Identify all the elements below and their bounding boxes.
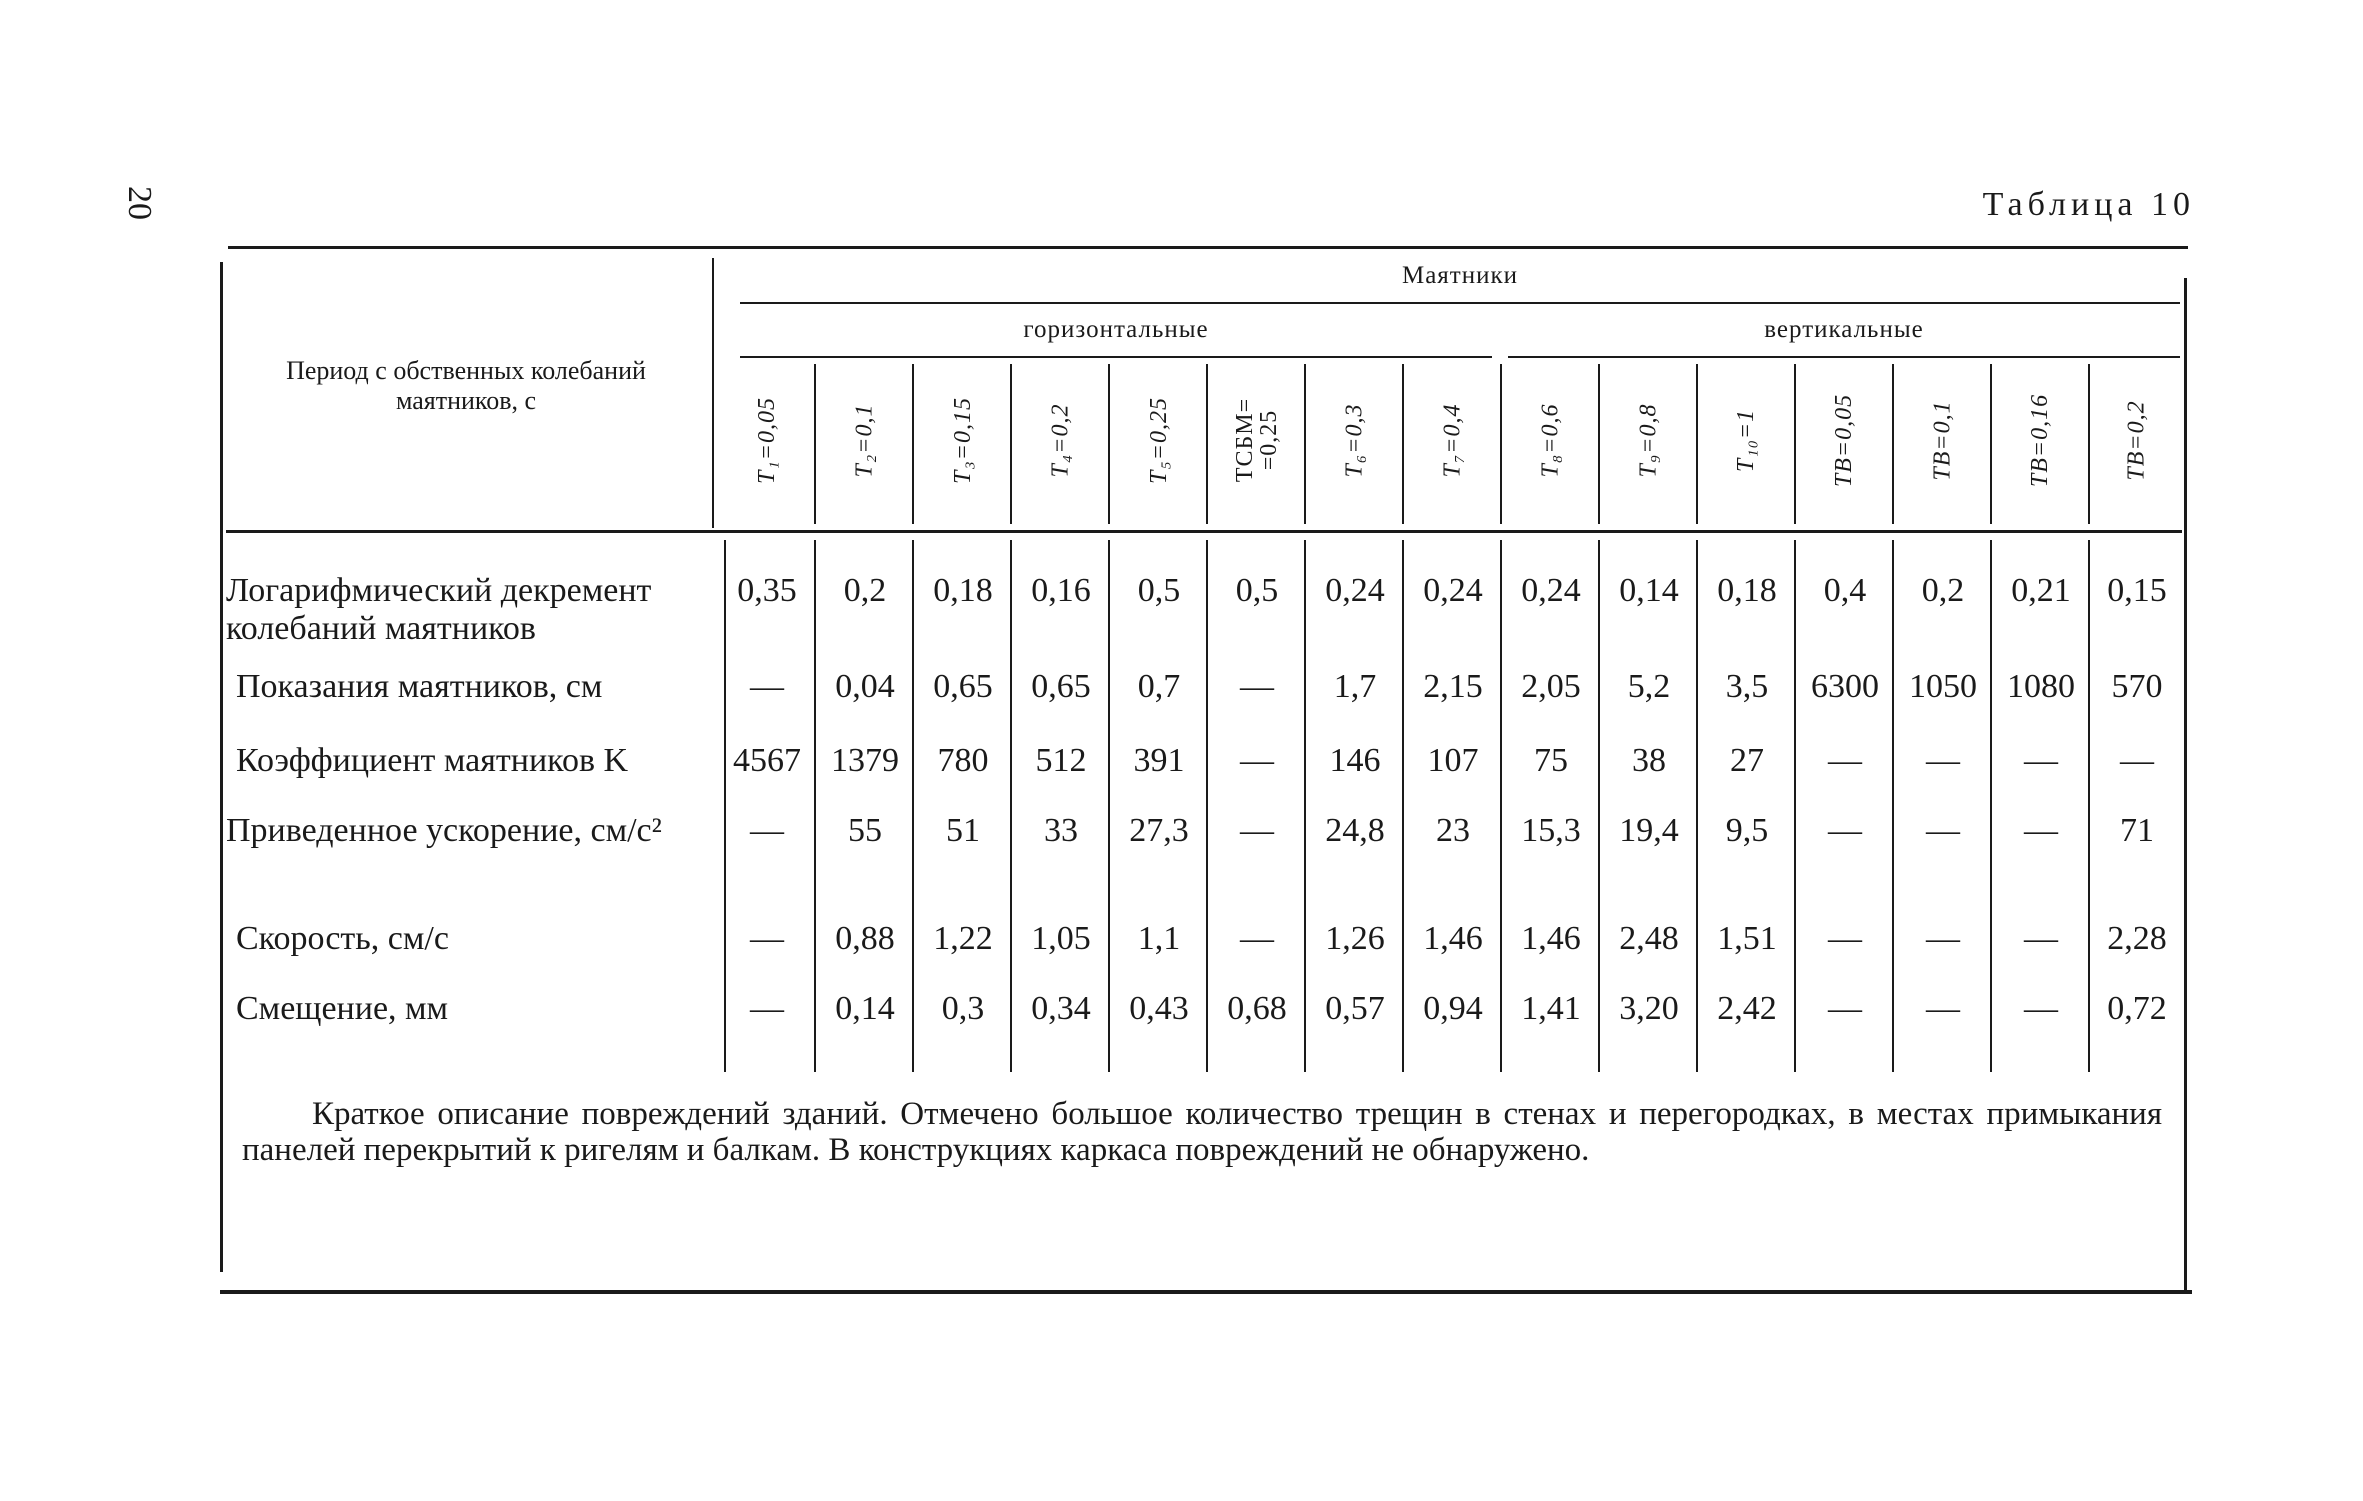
- table-cell: —: [1926, 920, 1960, 957]
- table-cell: 5,2: [1627, 668, 1671, 705]
- table-cell: —: [2024, 920, 2058, 957]
- body-column-divider: [1892, 540, 1894, 1072]
- table-right-border: [2184, 278, 2187, 1292]
- table-cell: 0,3: [941, 990, 985, 1027]
- row-label: Логарифмический декремент колебаний маятников: [226, 572, 652, 647]
- table-cell: 38: [1632, 742, 1666, 779]
- body-column-divider: [1794, 540, 1796, 1072]
- subgroup-vertical: вертикальные: [1764, 316, 1924, 343]
- table-cell: 1,22: [933, 920, 993, 957]
- body-column-divider: [1990, 540, 1992, 1072]
- column-header: [1502, 360, 1600, 520]
- table-cell: 9,5: [1725, 812, 1769, 849]
- table-cell: 107: [1427, 742, 1479, 779]
- table-cell: 0,5: [1235, 572, 1279, 609]
- table-cell: 0,24: [1521, 572, 1581, 609]
- table-cell: 2,15: [1423, 668, 1483, 705]
- table-cell: 0,7: [1137, 668, 1181, 705]
- column-header: [1306, 360, 1404, 520]
- table-cell: 3,20: [1619, 990, 1679, 1027]
- column-divider: [1990, 364, 1992, 524]
- table-cell: —: [2024, 742, 2058, 779]
- table-cell: 1,41: [1521, 990, 1581, 1027]
- param-header: Период с обственных колебаний маятников, с: [286, 356, 646, 415]
- table-cell: 0,04: [835, 668, 895, 705]
- table-cell: 0,2: [1921, 572, 1965, 609]
- column-divider: [2088, 364, 2090, 524]
- column-header: [1404, 360, 1502, 520]
- row-label: Скорость, см/с: [236, 920, 449, 957]
- column-header-label: T₉=0,8: [1635, 403, 1662, 477]
- table-cell: —: [2120, 742, 2154, 779]
- table-cell: 0,65: [1031, 668, 1091, 705]
- table-cell: 1379: [831, 742, 899, 779]
- page-number: 20: [121, 186, 158, 220]
- subgroup-horizontal: горизонтальные: [1023, 316, 1209, 343]
- table-cell: 512: [1035, 742, 1087, 779]
- table-cell: —: [1828, 812, 1862, 849]
- body-column-divider: [1304, 540, 1306, 1072]
- table-cell: 0,35: [737, 572, 797, 609]
- column-header: [1012, 360, 1110, 520]
- column-header-label: T₇=0,4: [1439, 403, 1466, 477]
- table-cell: 4567: [733, 742, 801, 779]
- table-cell: 0,5: [1137, 572, 1181, 609]
- table-top-border: [228, 246, 2188, 249]
- table-cell: —: [750, 812, 784, 849]
- table-cell: 75: [1534, 742, 1568, 779]
- column-header-label: T₂=0,1: [851, 403, 878, 477]
- column-divider: [1598, 364, 1600, 524]
- column-divider: [1010, 364, 1012, 524]
- table-cell: 51: [946, 812, 980, 849]
- column-header: [1208, 360, 1306, 520]
- table-cell: 1080: [2007, 668, 2075, 705]
- table-cell: 1,51: [1717, 920, 1777, 957]
- table-bottom-border: [220, 1290, 2192, 1294]
- table-left-border: [220, 262, 223, 1272]
- table-cell: —: [1828, 742, 1862, 779]
- table-cell: 27: [1730, 742, 1764, 779]
- column-header: [816, 360, 914, 520]
- column-header-label: T₆=0,3: [1341, 403, 1368, 477]
- row-label: Смещение, мм: [236, 990, 449, 1027]
- group-header-rule: [740, 302, 2180, 304]
- column-header-label: TСБМ= =0,25: [1231, 397, 1282, 483]
- table-cell: 0,43: [1129, 990, 1189, 1027]
- column-header-label: T₁=0,05: [753, 396, 780, 484]
- column-divider: [1794, 364, 1796, 524]
- table-cell: 1,46: [1521, 920, 1581, 957]
- table-cell: 2,42: [1717, 990, 1777, 1027]
- body-column-divider: [912, 540, 914, 1072]
- body-column-divider: [1010, 540, 1012, 1072]
- param-divider: [712, 258, 714, 528]
- table-cell: 0,57: [1325, 990, 1385, 1027]
- table-cell: 0,94: [1423, 990, 1483, 1027]
- table-cell: 0,34: [1031, 990, 1091, 1027]
- row-label: Коэффициент маятников K: [236, 742, 629, 779]
- table-cell: 15,3: [1521, 812, 1581, 849]
- table-cell: —: [750, 920, 784, 957]
- table-cell: 1,05: [1031, 920, 1091, 957]
- table-cell: 0,18: [933, 572, 993, 609]
- table-cell: 19,4: [1619, 812, 1679, 849]
- table-cell: —: [1240, 668, 1274, 705]
- column-header-label: T₃=0,15: [949, 396, 976, 484]
- table-cell: —: [750, 668, 784, 705]
- column-header-label: T₅=0,25: [1145, 396, 1172, 484]
- row-label: Показания маятников, см: [236, 668, 603, 705]
- column-divider: [1206, 364, 1208, 524]
- column-divider: [1402, 364, 1404, 524]
- table-cell: 1,7: [1333, 668, 1377, 705]
- column-header: [1894, 360, 1992, 520]
- header-bottom-rule: [226, 530, 2182, 533]
- table-cell: 2,28: [2107, 920, 2167, 957]
- table-cell: 2,48: [1619, 920, 1679, 957]
- column-header-label: TВ=0,2: [2123, 399, 2150, 481]
- column-header: [1796, 360, 1894, 520]
- table-cell: 55: [848, 812, 882, 849]
- body-column-divider: [814, 540, 816, 1072]
- table-cell: —: [1828, 920, 1862, 957]
- table-cell: 0,24: [1423, 572, 1483, 609]
- table-cell: 780: [937, 742, 989, 779]
- column-divider: [1696, 364, 1698, 524]
- horizontal-subgroup-rule: [740, 356, 1492, 358]
- table-cell: 0,24: [1325, 572, 1385, 609]
- table-cell: 2,05: [1521, 668, 1581, 705]
- table-cell: 23: [1436, 812, 1470, 849]
- table-cell: —: [1240, 920, 1274, 957]
- row-label: Приведенное ускорение, см/с²: [226, 812, 662, 849]
- body-column-divider: [1500, 540, 1502, 1072]
- column-header-label: TВ=0,16: [2027, 393, 2054, 487]
- column-header: [2090, 360, 2184, 520]
- body-column-divider: [1108, 540, 1110, 1072]
- table-cell: 0,16: [1031, 572, 1091, 609]
- column-header: [1600, 360, 1698, 520]
- table-cell: 71: [2120, 812, 2154, 849]
- body-column-divider: [2088, 540, 2090, 1072]
- column-header-label: T₄=0,2: [1047, 403, 1074, 477]
- column-header: [914, 360, 1012, 520]
- column-divider: [1304, 364, 1306, 524]
- table-cell: 33: [1044, 812, 1078, 849]
- table-cell: 1050: [1909, 668, 1977, 705]
- column-divider: [1892, 364, 1894, 524]
- column-header-label: T₈=0,6: [1537, 403, 1564, 477]
- table-cell: —: [1926, 812, 1960, 849]
- table-cell: 3,5: [1725, 668, 1769, 705]
- table-cell: 0,2: [843, 572, 887, 609]
- table-cell: —: [1926, 742, 1960, 779]
- column-header: [718, 360, 816, 520]
- table-cell: 6300: [1811, 668, 1879, 705]
- table-caption: Таблица 10: [1982, 186, 2195, 223]
- table-cell: 0,18: [1717, 572, 1777, 609]
- table-cell: —: [2024, 990, 2058, 1027]
- column-header-label: TВ=0,05: [1831, 393, 1858, 487]
- body-column-divider: [1402, 540, 1404, 1072]
- table-cell: 1,26: [1325, 920, 1385, 957]
- column-header-label: T₁₀=1: [1733, 408, 1760, 472]
- table-cell: —: [2024, 812, 2058, 849]
- body-column-divider: [1598, 540, 1600, 1072]
- table-cell: 0,14: [835, 990, 895, 1027]
- group-header: Маятники: [1401, 262, 1519, 289]
- body-column-divider: [1696, 540, 1698, 1072]
- table-cell: 0,21: [2011, 572, 2071, 609]
- body-column-divider: [1206, 540, 1208, 1072]
- column-divider: [912, 364, 914, 524]
- table-cell: 0,88: [835, 920, 895, 957]
- table-cell: —: [750, 990, 784, 1027]
- column-header: [1698, 360, 1796, 520]
- column-divider: [814, 364, 816, 524]
- damage-note: Краткое описание повреждений зданий. Отмечено большое количество трещин в стенах и перегородках, в местах примыкания панелей перекрытий к ригелям и балкам. В конструкциях каркаса повреждений не обнаружено.: [242, 1096, 2162, 1168]
- vertical-subgroup-rule: [1508, 356, 2180, 358]
- table-cell: 0,14: [1619, 572, 1679, 609]
- table-cell: 1,1: [1137, 920, 1181, 957]
- table-cell: —: [1828, 990, 1862, 1027]
- column-header-label: TВ=0,1: [1929, 399, 1956, 481]
- column-divider: [1500, 364, 1502, 524]
- table-cell: 0,68: [1227, 990, 1287, 1027]
- table-cell: 391: [1133, 742, 1185, 779]
- column-header: [1110, 360, 1208, 520]
- table-cell: —: [1240, 812, 1274, 849]
- table-cell: 1,46: [1423, 920, 1483, 957]
- table-cell: 0,4: [1823, 572, 1867, 609]
- table-cell: 146: [1329, 742, 1381, 779]
- table-cell: —: [1240, 742, 1274, 779]
- table-cell: 570: [2111, 668, 2163, 705]
- table-cell: 24,8: [1325, 812, 1385, 849]
- table-cell: 0,65: [933, 668, 993, 705]
- table-cell: 0,72: [2107, 990, 2167, 1027]
- column-divider: [1108, 364, 1110, 524]
- table-cell: —: [1926, 990, 1960, 1027]
- column-header: [1992, 360, 2090, 520]
- table-cell: 0,15: [2107, 572, 2167, 609]
- table-cell: 27,3: [1129, 812, 1189, 849]
